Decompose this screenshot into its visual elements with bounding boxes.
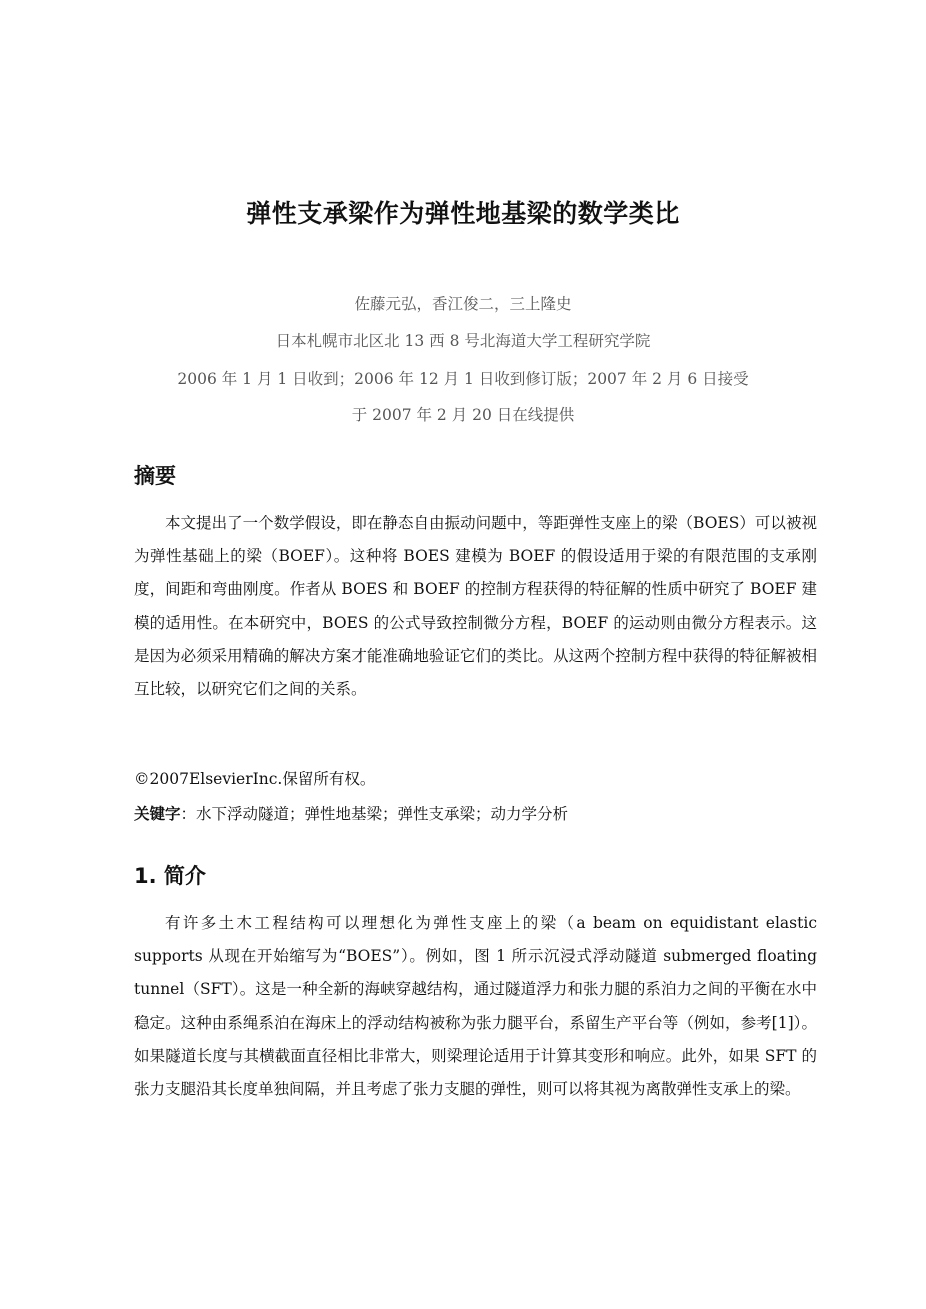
author-list: 佐藤元弘，香江俊二，三上隆史 bbox=[354, 295, 572, 313]
abstract-heading: 摘要 bbox=[134, 464, 176, 488]
abstract-paragraph: 本文提出了一个数学假设，即在静态自由振动问题中，等距弹性支座上的梁（BOES）可以被视为弹性基础上的梁（BOEF）。这种将 BOES 建模为 BOEF 的假设适用于梁的有限范围的支承刚度，间距和弯曲刚度。作者从 BOES 和 BOEF 的控制方程获得的特征解的性质中研究了 BOEF 建模的适用性。在本研究中，BOES 的公式导致控制微分方程，BOEF 的运动则由微分方程表示。这是因为必须采用精确的解决方案才能准确地验证它们的类比。从这两个控制方程中获得的特征解被相互比较，以研究它们之间的关系。 bbox=[134, 514, 817, 699]
copyright-notice: ©2007ElsevierInc.保留所有权。 bbox=[134, 770, 376, 788]
affiliation: 日本札幌市北区北 13 西 8 号北海道大学工程研究学院 bbox=[275, 332, 651, 350]
article-history-line-1: 2006 年 1 月 1 日收到；2006 年 12 月 1 日收到修订版；2007 年 2 月 6 日接受 bbox=[177, 370, 749, 388]
introduction-heading: 1. 简介 bbox=[134, 864, 206, 888]
keywords-text: ：水下浮动隧道；弹性地基梁；弹性支承梁；动力学分析 bbox=[180, 805, 569, 823]
paper-title: 弹性支承梁作为弹性地基梁的数学类比 bbox=[246, 199, 680, 228]
keywords bbox=[134, 798, 817, 831]
article-history-line-2: 于 2007 年 2 月 20 日在线提供 bbox=[351, 406, 575, 424]
introduction-paragraph: 有许多土木工程结构可以理想化为弹性支座上的梁（a beam on equidistant elastic supports 从现在开始缩写为“BOES”）。例如，图 1 所示沉浸式浮动隧道 submerged floating tunnel（SFT）。这是一种全新的海峡穿越结构，通过隧道浮力和张力腿的系泊力之间的平衡在水中稳定。这种由系绳系泊在海床上的浮动结构被称为张力腿平台，系留生产平台等（例如，参考[1]）。如果隧道长度与其横截面直径相比非常大，则梁理论适用于计算其变形和响应。此外，如果 SFT 的张力支腿沿其长度单独间隔，并且考虑了张力支腿的弹性，则可以将其视为离散弹性支承上的梁。 bbox=[134, 914, 817, 1099]
keywords-label: 关键字 bbox=[134, 805, 181, 823]
